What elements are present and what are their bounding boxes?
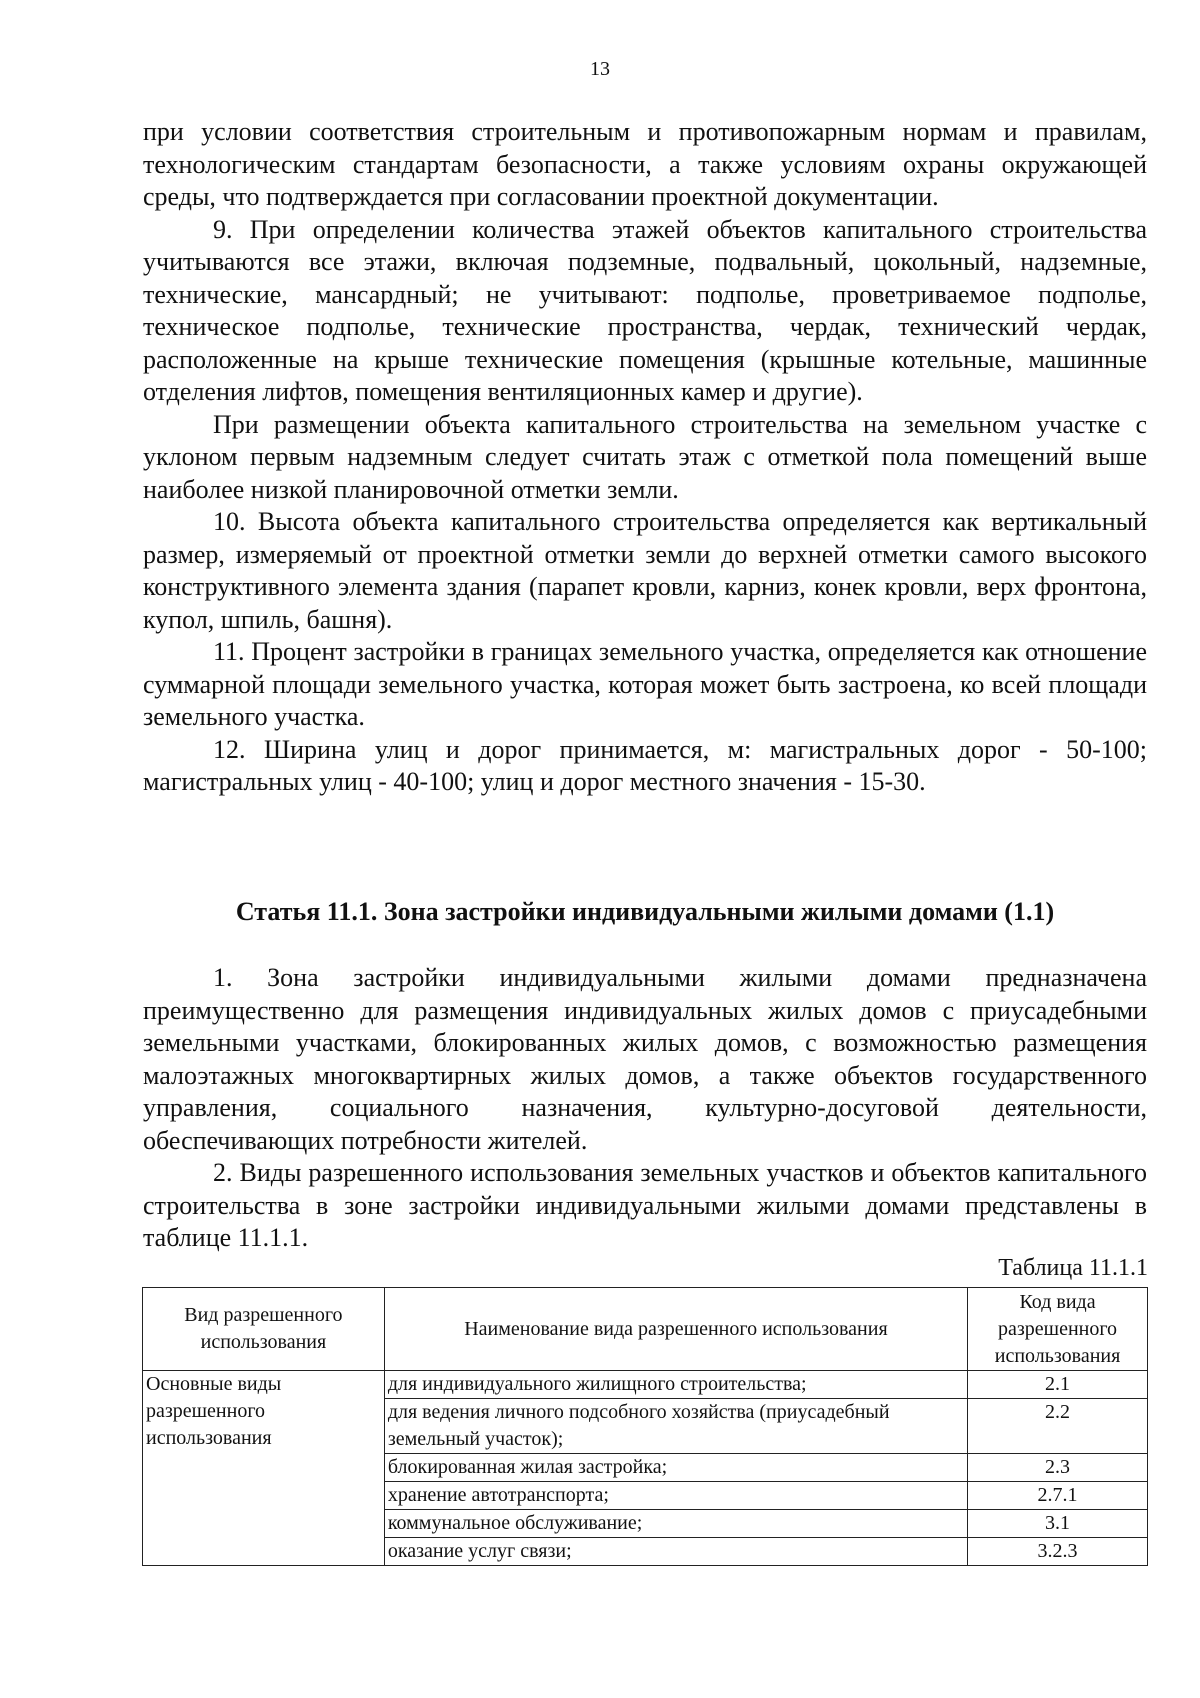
use-code-cell: 2.2 bbox=[968, 1399, 1148, 1454]
paragraph: 2. Виды разрешенного использования земельных участков и объектов капитального строительства в зоне застройки индивидуальными жилыми домами представлены в таблице 11.1.1. bbox=[143, 1158, 1147, 1252]
paragraph: 9. При определении количества этажей объектов капитального строительства учитываются все этажи, включая подземные, подвальный, цокольный, надземные, технические, мансардный; не учитывают: подполье, проветриваемое подполье, техническое подполье, технические пространства, чердак, технический чердак, расположенные на крыше технические помещения (крышные котельные, машинные отделения лифтов, помещения вентиляционных камер и другие). bbox=[143, 214, 1147, 406]
group-label: Основные виды разрешенного использования bbox=[143, 1371, 385, 1566]
use-code-cell: 2.3 bbox=[968, 1454, 1148, 1482]
paragraph: 11. Процент застройки в границах земельного участка, определяется как отношение суммарной площади земельного участка, которая может быть застроена, ко всей площади земельного участка. bbox=[143, 637, 1147, 731]
paragraph: 12. Ширина улиц и дорог принимается, м: магистральных дорог - 50-100; магистральных улиц - 40-100; улиц и дорог местного значения - 15-30. bbox=[143, 734, 1147, 796]
use-code-cell: 2.7.1 bbox=[968, 1482, 1148, 1510]
use-code-cell: 2.1 bbox=[968, 1371, 1148, 1399]
use-code-cell: 3.1 bbox=[968, 1510, 1148, 1538]
header-use-type: Вид разрешенного использования bbox=[143, 1288, 385, 1371]
paragraph: при условии соответствия строительным и противопожарным нормам и правилам, технологическим стандартам безопасности, а также условиям охраны окружающей среды, что подтверждается при согласовании проектной документации. bbox=[143, 117, 1147, 211]
use-name-cell: хранение автотранспорта; bbox=[384, 1482, 967, 1510]
use-name-cell: коммунальное обслуживание; bbox=[384, 1510, 967, 1538]
paragraph: 10. Высота объекта капитального строительства определяется как вертикальный размер, измеряемый от проектной отметки земли до верхней отметки самого высокого конструктивного элемента здания (парапет кровли, карниз, конек кровли, верх фронтона, купол, шпиль, башня). bbox=[143, 507, 1147, 634]
article-body bbox=[143, 962, 1147, 1255]
header-use-code: Код вида разрешенного использования bbox=[968, 1288, 1148, 1371]
use-name-cell: для индивидуального жилищного строительства; bbox=[384, 1371, 967, 1399]
use-code-cell: 3.2.3 bbox=[968, 1538, 1148, 1566]
use-name-cell: для ведения личного подсобного хозяйства (приусадебный земельный участок); bbox=[384, 1399, 967, 1454]
paragraph: 1. Зона застройки индивидуальными жилыми домами предназначена преимущественно для размещения индивидуальных жилых домов с приусадебными земельными участками, блокированных жилых домов, с возможностью размещения малоэтажных многоквартирных жилых домов, а также объектов государственного управления, социального назначения, культурно-досуговой деятельности, обеспечивающих потребности жителей. bbox=[143, 963, 1147, 1155]
header-use-name: Наименование вида разрешенного использования bbox=[384, 1288, 967, 1371]
article-heading: Статья 11.1. Зона застройки индивидуальными жилыми домами (1.1) bbox=[235, 897, 1055, 926]
use-name-cell: блокированная жилая застройка; bbox=[384, 1454, 967, 1482]
paragraph: При размещении объекта капитального строительства на земельном участке с уклоном первым надземным следует считать этаж с отметкой пола помещений выше наиболее низкой планировочной отметки земли. bbox=[143, 409, 1147, 504]
page-number: 13 bbox=[590, 58, 610, 80]
table-row bbox=[143, 1371, 1148, 1399]
table-header-row bbox=[143, 1288, 1148, 1371]
table-caption: Таблица 11.1.1 bbox=[998, 1255, 1148, 1281]
permitted-use-table bbox=[142, 1287, 1148, 1566]
use-name-cell: оказание услуг связи; bbox=[384, 1538, 967, 1566]
body-text bbox=[143, 116, 1147, 799]
